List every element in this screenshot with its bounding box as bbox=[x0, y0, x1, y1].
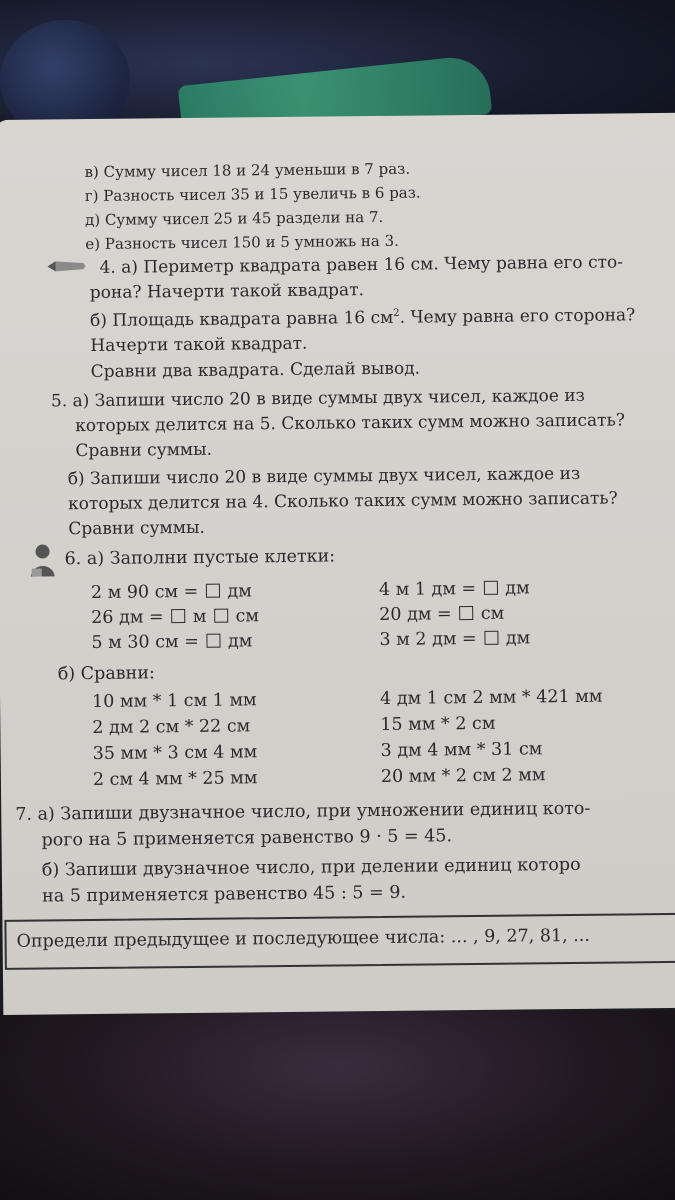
task7-b-line1: б) Запиши двузначное число, при делении единиц которо bbox=[41, 854, 581, 881]
compare-right-2: 15 мм * 2 см bbox=[380, 713, 496, 735]
task5-b-line1: б) Запиши число 20 в виде суммы двух чисел, каждое из bbox=[67, 463, 581, 490]
task3-g: г) Разность чисел 35 и 15 увеличь в 6 раз. bbox=[84, 183, 421, 206]
compare-right-3: 3 дм 4 мм * 31 см bbox=[380, 739, 543, 761]
task5-a-line3: Сравни суммы. bbox=[75, 439, 213, 462]
task7-b-line2: на 5 применяется равенство 45 : 5 = 9. bbox=[42, 882, 407, 907]
empty-cell bbox=[171, 609, 185, 623]
empty-cell bbox=[484, 631, 498, 645]
task6-left-1 bbox=[91, 581, 252, 603]
task3-e: е) Разность чисел 150 и 5 умножь на 3. bbox=[85, 231, 400, 254]
task5-b-line3: Сравни суммы. bbox=[68, 517, 205, 540]
compare-left-4: 2 см 4 мм * 25 мм bbox=[92, 768, 258, 790]
task6-left-3 bbox=[91, 631, 252, 653]
task6-left-1-unit: дм bbox=[221, 581, 252, 602]
task6-left-2 bbox=[91, 606, 259, 628]
task6-right-2-unit: см bbox=[475, 603, 505, 624]
task6-left-2-expr: 26 дм = bbox=[91, 607, 170, 629]
task4-b-line2: Начерти такой квадрат. bbox=[90, 333, 308, 357]
compare-left-3: 35 мм * 3 см 4 мм bbox=[92, 742, 258, 765]
empty-cell bbox=[206, 584, 220, 598]
pencil-icon bbox=[45, 259, 87, 273]
boxed-task-frame bbox=[4, 913, 675, 970]
task6-right-2 bbox=[379, 604, 504, 625]
task4-b-superscript: 2 bbox=[393, 307, 400, 319]
task6-left-2-unit: см bbox=[229, 606, 260, 627]
task6-right-1 bbox=[379, 578, 530, 600]
task6-left-1-expr: 2 м 90 см = bbox=[90, 581, 204, 604]
empty-cell bbox=[214, 609, 228, 623]
task4-b-text-end: . Чему равна его сторона? bbox=[399, 305, 636, 328]
compare-right-1: 4 дм 1 см 2 мм * 421 мм bbox=[379, 686, 603, 709]
task6-left-3-expr: 5 м 30 см = bbox=[91, 631, 205, 654]
task4-a-line1: 4. а) Периметр квадрата равен 16 см. Чему равна его сто- bbox=[99, 252, 624, 278]
task3-d: д) Сумму чисел 25 и 45 раздели на 7. bbox=[84, 207, 384, 230]
task5-b-line2: которых делится на 4. Сколько таких сумм можно записать? bbox=[67, 488, 618, 515]
task5-a-line1: 5. а) Запиши число 20 в виде суммы двух чисел, каждое из bbox=[50, 385, 585, 412]
task4-b-line1 bbox=[90, 305, 635, 331]
task6-title: 6. а) Заполни пустые клетки: bbox=[64, 546, 336, 570]
compare-right-4: 20 мм * 2 см 2 мм bbox=[380, 765, 546, 787]
background-bottom-fabric bbox=[0, 1010, 675, 1200]
task6-right-3-unit: дм bbox=[500, 628, 531, 649]
boxed-task-text: Определи предыдущее и последующее числа: ... , 9, 27, 81, ... bbox=[16, 925, 590, 952]
task4-a-line2: рона? Начерти такой квадрат. bbox=[89, 280, 365, 304]
task3-v: в) Сумму чисел 18 и 24 уменьши в 7 раз. bbox=[84, 159, 411, 182]
task7-a-line2: рого на 5 применяется равенство 9 · 5 = 45. bbox=[41, 826, 453, 851]
task4-c: Сравни два квадрата. Сделай вывод. bbox=[90, 358, 421, 383]
task6-right-2-expr: 20 дм = bbox=[379, 604, 458, 625]
task6-right-1-unit: дм bbox=[499, 578, 530, 599]
compare-left-1: 10 мм * 1 см 1 мм bbox=[91, 690, 257, 713]
task6-right-3-expr: 3 м 2 дм = bbox=[379, 628, 483, 650]
task6-left-3-unit: дм bbox=[222, 631, 253, 652]
textbook-page bbox=[0, 113, 675, 1015]
empty-cell bbox=[459, 606, 473, 620]
task5-a-line2: которых делится на 5. Сколько таких сумм можно записать? bbox=[75, 410, 626, 437]
person-icon bbox=[28, 542, 56, 578]
task6-left-2-mid: м bbox=[187, 606, 213, 628]
empty-cell bbox=[484, 581, 498, 595]
compare-left-2: 2 дм 2 см * 22 см bbox=[92, 716, 251, 739]
empty-cell bbox=[206, 634, 220, 648]
task6-right-3 bbox=[379, 628, 530, 650]
task4-b-text: б) Площадь квадрата равна 16 см bbox=[90, 307, 394, 332]
task6-b-title: б) Сравни: bbox=[57, 663, 155, 685]
task6-right-1-expr: 4 м 1 дм = bbox=[378, 578, 482, 600]
task7-a-line1: 7. а) Запиши двузначное число, при умножении единиц кото- bbox=[15, 798, 591, 825]
